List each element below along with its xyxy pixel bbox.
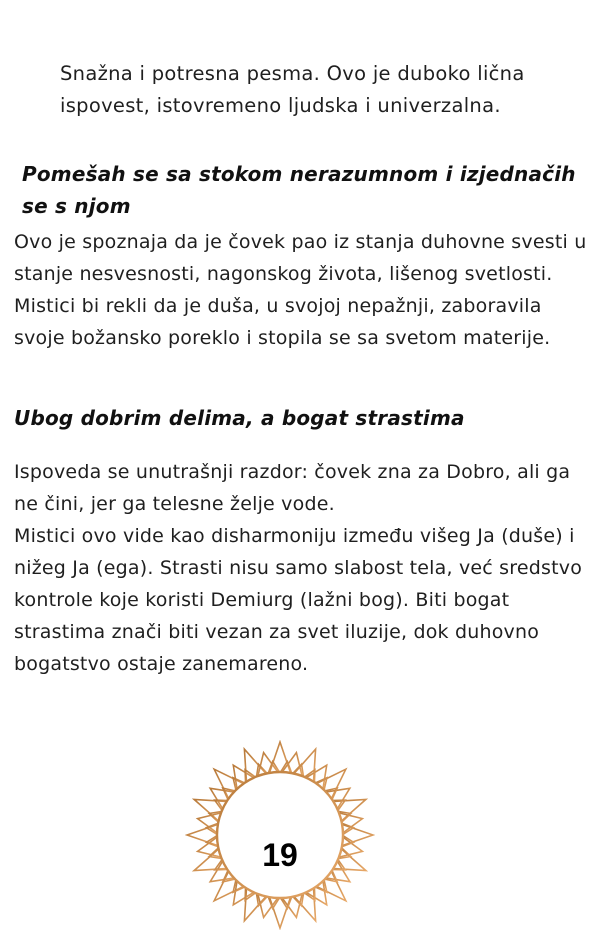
section-heading-2: Ubog dobrim delima, a bogat strastima bbox=[14, 406, 465, 430]
section-body-2-line-1: Ispoveda se unutrašnji razdor: čovek zna za Dobro, ali ga ne čini, jer ga telesne želje vode. bbox=[14, 461, 571, 515]
section-heading-1: Pomešah se sa stokom nerazumnom i izjednačih se s njom bbox=[22, 162, 576, 218]
section-body-1: Ovo je spoznaja da je čovek pao iz stanja duhovne svesti u stanje nesvesnosti, nagonskog života, lišenog svetlosti. Mistici bi rekli da je duša, u svojoj nepažnji, zaboravila svoje božansko poreklo i stopila se sa svetom materije. bbox=[14, 231, 587, 349]
section-body-2 bbox=[14, 456, 596, 680]
page-number: 19 bbox=[262, 837, 298, 873]
intro-paragraph: Snažna i potresna pesma. Ovo je duboko lična ispovest, istovremeno ljudska i univerzalna. bbox=[60, 62, 525, 117]
section-body-2-line-2: Mistici ovo vide kao disharmoniju između višeg Ja (duše) i nižeg Ja (ega). Strasti nisu samo slabost tela, već sredstvo kontrole koje koristi Demiurg (lažni bog). Biti bogat strastima znači biti vezan za svet iluzije, dok duhovno bogatstvo ostaje zanemareno. bbox=[14, 525, 583, 675]
